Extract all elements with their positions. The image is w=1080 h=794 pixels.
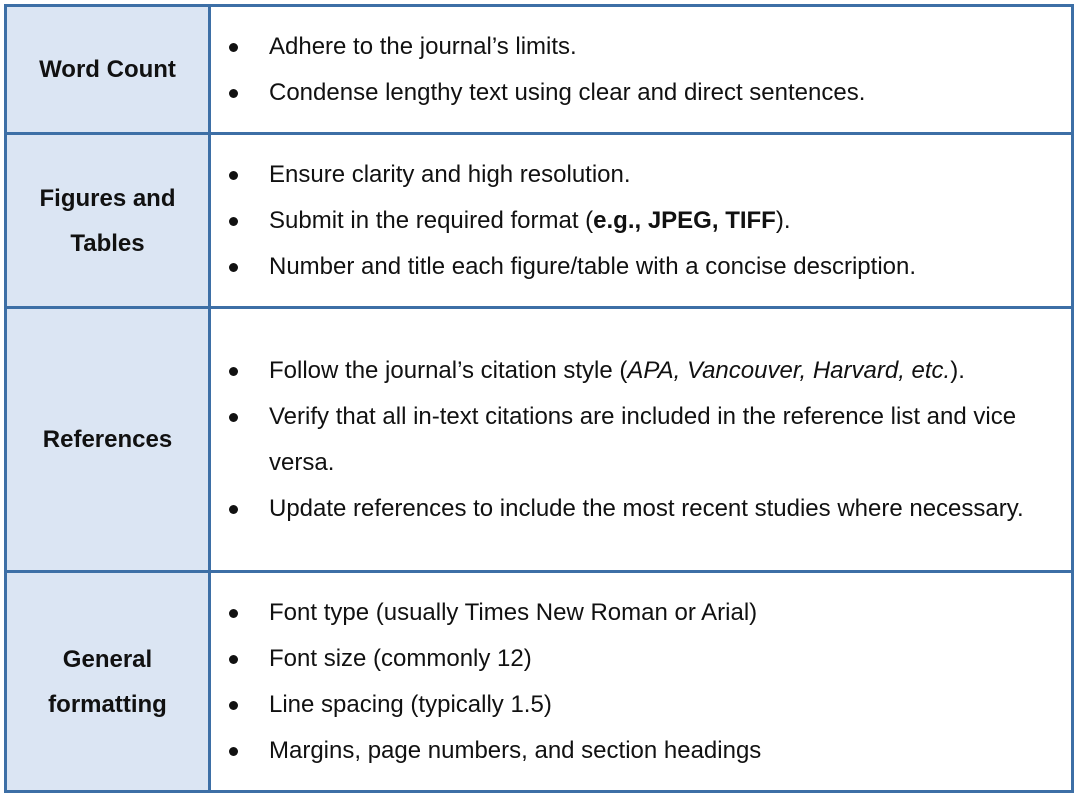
- bullet-text: [269, 79, 865, 106]
- text-run: Line spacing (typically 1.5): [269, 690, 552, 718]
- bullet-list: [225, 24, 1051, 116]
- text-run: Verify that all in-text citations are included in the reference list and vice versa.: [269, 402, 1017, 476]
- bullet-icon: [229, 747, 238, 756]
- bullet-icon: [229, 89, 238, 98]
- row-word-count: [6, 6, 1073, 134]
- bullet-item: [225, 590, 1051, 636]
- bullet-icon: [229, 505, 238, 514]
- row-content: [210, 134, 1073, 308]
- bullet-icon: [229, 609, 238, 618]
- row-label: General formatting: [6, 572, 210, 792]
- bullet-icon: [229, 367, 238, 376]
- row-references: [6, 308, 1073, 572]
- row-content: [210, 308, 1073, 572]
- bullet-icon: [229, 701, 238, 710]
- bullet-item: [225, 198, 1051, 244]
- bullet-icon: [229, 263, 238, 272]
- bullet-text: [269, 495, 1024, 522]
- row-content: [210, 572, 1073, 792]
- row-label: Figures and Tables: [6, 134, 210, 308]
- bullet-item: [225, 244, 1051, 290]
- row-figures-and-tables: [6, 134, 1073, 308]
- bullet-text: [269, 357, 965, 384]
- row-general-formatting: [6, 572, 1073, 792]
- bullet-item: [225, 70, 1051, 116]
- text-run: Margins, page numbers, and section headings: [269, 736, 762, 764]
- row-content: [210, 6, 1073, 134]
- bullet-text: [269, 691, 552, 718]
- bullet-icon: [229, 655, 238, 664]
- bullet-icon: [229, 171, 238, 180]
- text-run: ).: [950, 356, 965, 384]
- bullet-text: [269, 253, 916, 280]
- bullet-text: [269, 207, 791, 234]
- bullet-item: [225, 394, 1051, 486]
- bullet-item: [225, 486, 1051, 532]
- bullet-text: [269, 403, 1016, 476]
- row-label: References: [6, 308, 210, 572]
- text-run: Font size (commonly 12): [269, 644, 532, 672]
- bullet-list: [225, 348, 1051, 532]
- bullet-icon: [229, 43, 238, 52]
- text-run: Submit in the required format (: [269, 206, 594, 234]
- row-label: Word Count: [6, 6, 210, 134]
- bullet-text: [269, 33, 577, 60]
- bullet-icon: [229, 217, 238, 226]
- bullet-text: [269, 161, 631, 188]
- bullet-item: [225, 682, 1051, 728]
- italic-text: APA, Vancouver, Harvard, etc.: [627, 356, 951, 384]
- text-run: Font type (usually Times New Roman or Arial): [269, 598, 758, 626]
- bullet-list: [225, 152, 1051, 290]
- text-run: Condense lengthy text using clear and direct sentences.: [269, 78, 866, 106]
- bullet-list: [225, 590, 1051, 774]
- text-run: Number and title each figure/table with a concise description.: [269, 252, 917, 280]
- text-run: Adhere to the journal’s limits.: [269, 32, 577, 60]
- bold-text: e.g., JPEG, TIFF: [593, 206, 776, 234]
- text-run: Follow the journal’s citation style (: [269, 356, 628, 384]
- guidelines-table: [4, 4, 1074, 793]
- bullet-item: [225, 348, 1051, 394]
- bullet-item: [225, 636, 1051, 682]
- bullet-item: [225, 728, 1051, 774]
- bullet-text: [269, 599, 757, 626]
- bullet-text: [269, 737, 761, 764]
- bullet-item: [225, 24, 1051, 70]
- bullet-item: [225, 152, 1051, 198]
- text-run: Update references to include the most recent studies where necessary.: [269, 494, 1024, 522]
- bullet-text: [269, 645, 532, 672]
- text-run: Ensure clarity and high resolution.: [269, 160, 631, 188]
- text-run: ).: [775, 206, 791, 234]
- bullet-icon: [229, 413, 238, 422]
